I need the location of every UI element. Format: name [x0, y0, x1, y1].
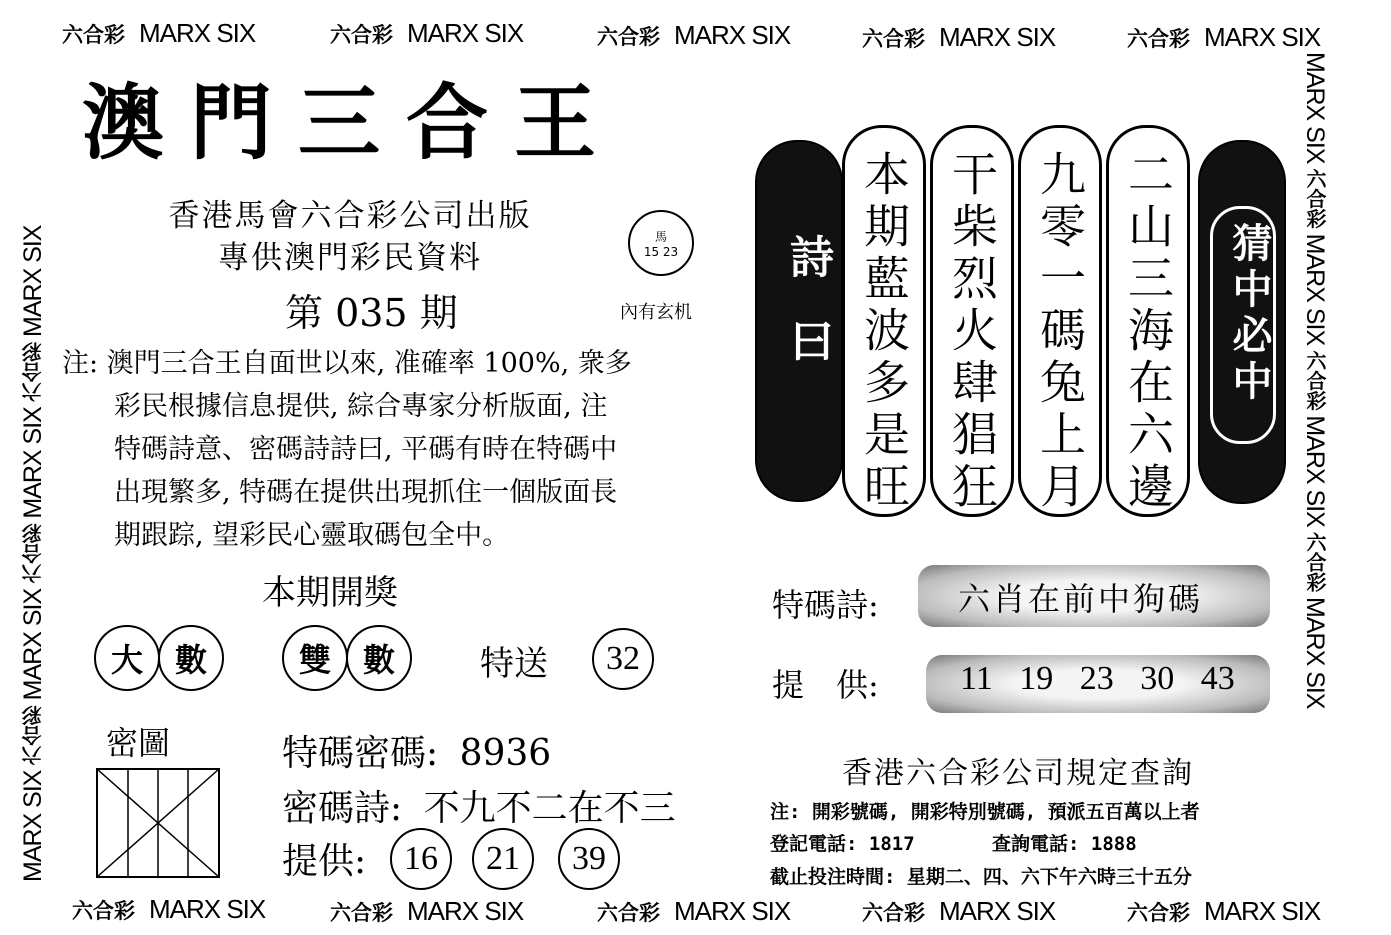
register-phone: 登記電話: 1817	[770, 833, 915, 855]
stamp-line-2: 15 23	[643, 244, 679, 259]
publisher-line-1: 香港馬會六合彩公司出版	[168, 198, 532, 234]
poem-line-1: 本期藍波多是旺	[857, 150, 911, 514]
poem-header-text: 詩曰	[782, 234, 833, 402]
brand-bottom-3: 六合彩 MARX SIX	[597, 896, 791, 926]
brand-top-5: 六合彩 MARX SIX	[1127, 22, 1321, 52]
guess-badge-text: 猜中必中	[1226, 222, 1272, 406]
note-line-2: 彩民根據信息提供, 綜合專家分析版面, 注	[114, 391, 608, 422]
poem-column-1	[842, 125, 926, 517]
provide-numbers	[960, 660, 1235, 698]
special-send-number: 32	[592, 628, 654, 690]
brand-top-3: 六合彩 MARX SIX	[597, 20, 791, 50]
secret-chart-diagram	[96, 768, 220, 878]
brand-bottom-4: 六合彩 MARX SIX	[862, 896, 1056, 926]
hint-text: 內有玄机	[620, 302, 692, 323]
tag-even-char: 雙	[282, 625, 348, 691]
stamp-badge	[628, 210, 694, 276]
provide-number-3: 23	[1079, 660, 1114, 697]
provide-label: 提 供:	[772, 666, 879, 704]
secret-provide-number-3: 39	[558, 828, 620, 890]
poem-line-3: 九零一碼兔上月	[1033, 150, 1087, 514]
issue-number: 第 035 期	[285, 291, 458, 335]
tag-big-char: 大	[94, 625, 160, 691]
stamp-line-1: 馬	[654, 229, 667, 244]
special-poem-label: 特碼詩:	[772, 586, 879, 624]
brand-top-4: 六合彩 MARX SIX	[862, 22, 1056, 52]
brand-right-strip: MARX SIX 六合彩 MARX SIX 六合彩 MARX SIX 六合彩 MARX SIX	[1301, 52, 1329, 709]
poem-header-column	[755, 140, 843, 502]
draw-label: 本期開獎	[262, 573, 398, 613]
tag-number-char-2: 數	[346, 625, 412, 691]
notice-line: 注: 開彩號碼, 開彩特別號碼, 預派五百萬以上者	[770, 801, 1200, 823]
deadline-line: 截止投注時間: 星期二、四、六下午六時三十五分	[770, 866, 1192, 888]
note-line-3: 特碼詩意、密碼詩詩曰, 平碼有時在特碼中	[114, 434, 618, 465]
secret-provide-label: 提供:	[282, 841, 367, 882]
poem-column-3	[1018, 125, 1102, 517]
poem-column-4	[1106, 125, 1190, 517]
brand-left-strip: MARX SIX 六合彩 MARX SIX 六合彩 MARX SIX 六合彩 MARX SIX	[19, 225, 47, 882]
poem-line-2: 干柴烈火肆猖狂	[945, 150, 999, 514]
note-line-4: 出現繁多, 特碼在提供出現抓住一個版面長	[114, 477, 618, 508]
secret-provide-number-1: 16	[390, 828, 452, 890]
secret-code-value: 8936	[459, 733, 552, 774]
secret-poem-row	[282, 780, 676, 831]
poem-column-2	[930, 125, 1014, 517]
poem-line-4: 二山三海在六邊	[1121, 150, 1175, 514]
secret-code-row	[282, 725, 551, 776]
brand-bottom-2: 六合彩 MARX SIX	[330, 896, 524, 926]
note-line-5: 期跟踪, 望彩民心靈取碼包全中。	[114, 520, 510, 551]
brand-top-1: 六合彩 MARX SIX	[62, 18, 256, 48]
secret-poem-label: 密碼詩:	[282, 788, 403, 829]
tag-number-char: 數	[158, 625, 224, 691]
secret-chart-label: 密圖	[106, 724, 171, 762]
query-phone: 查詢電話: 1888	[992, 833, 1137, 855]
secret-provide-number-2: 21	[472, 828, 534, 890]
provide-number-1: 11	[960, 660, 993, 697]
provide-number-4: 30	[1140, 660, 1175, 697]
brand-bottom-1: 六合彩 MARX SIX	[72, 894, 266, 924]
note-line-1: 注: 澳門三合王自面世以來, 准確率 100%, 衆多	[62, 348, 632, 379]
company-notice: 香港六合彩公司規定查詢	[842, 756, 1194, 791]
secret-poem-value: 不九不二在不三	[423, 788, 676, 829]
publisher-line-2: 專供澳門彩民資料	[218, 240, 482, 276]
brand-bottom-5: 六合彩 MARX SIX	[1127, 896, 1321, 926]
provide-number-5: 43	[1200, 660, 1235, 697]
brand-top-2: 六合彩 MARX SIX	[330, 18, 524, 48]
guess-badge-column	[1198, 140, 1286, 504]
secret-code-label: 特碼密碼:	[282, 733, 439, 774]
provide-number-2: 19	[1019, 660, 1054, 697]
special-poem-value: 六肖在前中狗碼	[958, 580, 1204, 618]
page-title: 澳門三合王	[82, 75, 623, 171]
note-paragraph	[62, 342, 702, 557]
special-send-label: 特送	[480, 644, 548, 684]
